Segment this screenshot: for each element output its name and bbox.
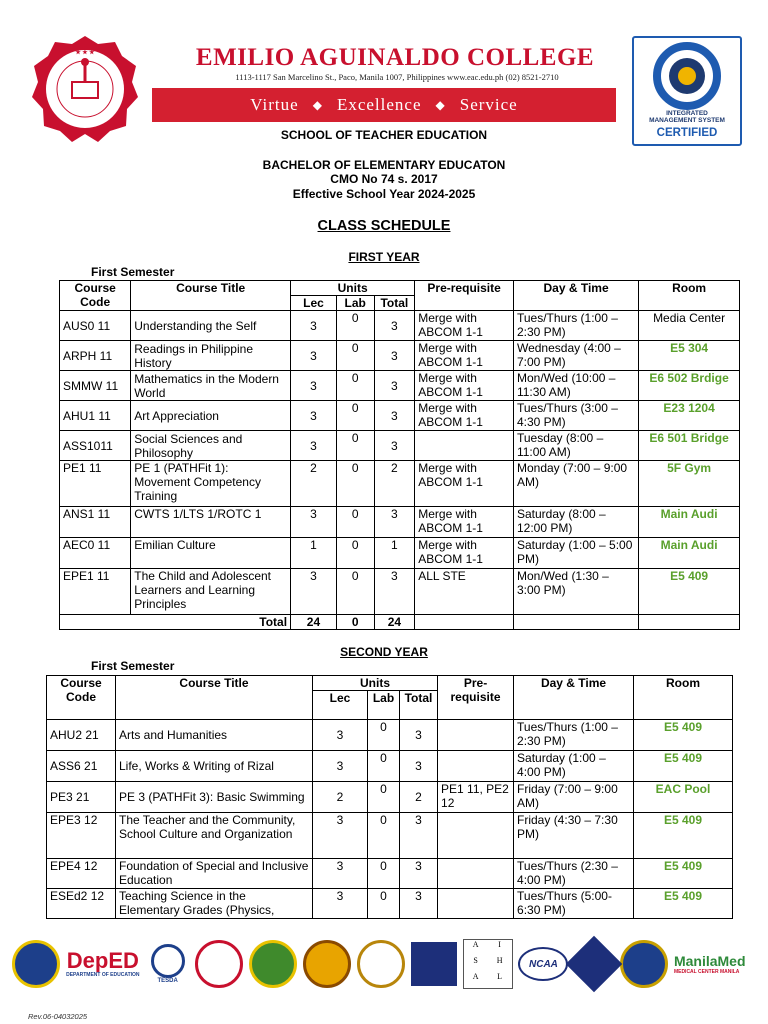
course-code-cell: EPE3 12 (47, 813, 116, 859)
first-year-semester: First Semester (91, 265, 175, 279)
day-time-cell: Tues/Thurs (1:00 – 2:30 PM) (513, 311, 638, 341)
header-total: Total (374, 296, 415, 311)
total-units-cell: 3 (400, 751, 438, 782)
header-course-title: Course Title (131, 281, 291, 311)
diamond-icon: ◆ (435, 97, 446, 112)
deped-seal-icon (12, 940, 60, 988)
prerequisite-cell (438, 859, 514, 889)
tesda-logo-text: TESDA (157, 978, 178, 984)
motto-excellence: Excellence (336, 95, 422, 114)
prerequisite-cell (438, 813, 514, 859)
prerequisite-cell: PE1 11, PE2 12 (438, 782, 514, 813)
manilamed-logo (674, 953, 756, 975)
program-cmo: CMO No 74 s. 2017 (330, 172, 438, 186)
lab-units-cell: 0 (368, 813, 400, 859)
motto-virtue: Virtue (250, 95, 299, 114)
lab-units-cell: 0 (336, 341, 374, 371)
college-address: 1113-1117 San Marcelino St., Paco, Manila 1007, Philippines www.eac.edu.ph (02) 8521-2710 (235, 72, 559, 82)
lec-units-cell: 1 (291, 538, 337, 569)
second-year-semester: First Semester (91, 659, 175, 673)
total-units-cell: 3 (374, 507, 415, 538)
course-title-cell: Emilian Culture (131, 538, 291, 569)
header-units: Units (291, 281, 415, 296)
room-cell: E5 409 (634, 813, 733, 859)
program-effective: Effective School Year 2024-2025 (292, 187, 476, 201)
prerequisite-cell: Merge with ABCOM 1-1 (415, 461, 514, 507)
lec-units-cell: 2 (291, 461, 337, 507)
deped-logo-text: DepED (66, 948, 139, 973)
revision-note: Rev.06-04032025 (28, 1012, 88, 1021)
day-time-cell: Tues/Thurs (5:00-6:30 PM) (514, 889, 634, 919)
second-year-heading: SECOND YEAR (340, 645, 428, 659)
course-title-cell: Foundation of Special and Inclusive Education (116, 859, 313, 889)
header-lec: Lec (313, 691, 368, 720)
table-row (47, 751, 733, 782)
room-cell: 5F Gym (639, 461, 740, 507)
cert-line-2: MANAGEMENT SYSTEM (649, 117, 725, 124)
course-title-cell: Mathematics in the Modern World (131, 371, 291, 401)
course-code-cell: AHU2 21 (47, 720, 116, 751)
day-time-cell: Friday (4:30 – 7:30 PM) (514, 813, 634, 859)
course-code-cell: ESEd2 12 (47, 889, 116, 919)
lec-units-cell: 2 (313, 782, 368, 813)
course-title-cell: Life, Works & Writing of Rizal (116, 751, 313, 782)
total-units-sum-cell: 24 (374, 615, 415, 630)
deped-logo-subtext: DEPARTMENT OF EDUCATION (66, 972, 140, 978)
room-cell: E5 409 (634, 889, 733, 919)
total-units-cell: 2 (374, 461, 415, 507)
table-row (60, 507, 740, 538)
day-time-cell: Monday (7:00 – 9:00 AM) (513, 461, 638, 507)
lab-units-cell: 0 (368, 751, 400, 782)
table-row (47, 813, 733, 859)
header-prerequisite: Pre-requisite (438, 676, 514, 720)
total-units-cell: 3 (400, 889, 438, 919)
course-code-cell: ASS6 21 (47, 751, 116, 782)
lec-units-cell: 3 (291, 371, 337, 401)
table-row (60, 461, 740, 507)
lab-units-cell: 0 (336, 461, 374, 507)
manilamed-logo-text: ManilaMed (673, 953, 746, 969)
cert-line-1: INTEGRATED (666, 110, 708, 117)
table-row (60, 371, 740, 401)
lec-units-cell: 3 (291, 507, 337, 538)
lab-units-cell: 0 (368, 720, 400, 751)
prerequisite-cell (415, 431, 514, 461)
blue-round-seal-icon (620, 940, 668, 988)
red-emblem-icon (195, 940, 243, 988)
total-row (60, 615, 740, 630)
table-row (47, 889, 733, 919)
header-lec: Lec (291, 296, 337, 311)
prerequisite-cell: ALL STE (415, 569, 514, 615)
room-cell: Main Audi (639, 538, 740, 569)
course-code-cell: EPE4 12 (47, 859, 116, 889)
room-cell: Main Audi (639, 507, 740, 538)
prerequisite-cell: Merge with ABCOM 1-1 (415, 341, 514, 371)
cert-badge-label: CERTIFIED (656, 127, 718, 139)
lec-units-cell: 3 (291, 569, 337, 615)
prerequisite-cell (438, 751, 514, 782)
prerequisite-cell: Merge with ABCOM 1-1 (415, 507, 514, 538)
course-title-cell: The Child and Adolescent Learners and Learning Principles (131, 569, 291, 615)
total-lec-cell: 24 (291, 615, 337, 630)
total-units-cell: 3 (374, 401, 415, 431)
lec-units-cell: 3 (313, 813, 368, 859)
header-room: Room (639, 281, 740, 311)
day-time-cell: Saturday (8:00 – 12:00 PM) (513, 507, 638, 538)
course-title-cell: Understanding the Self (131, 311, 291, 341)
lab-units-cell: 0 (336, 371, 374, 401)
gold-seal-icon (303, 940, 351, 988)
total-units-cell: 1 (374, 538, 415, 569)
eagle-seal-icon (357, 940, 405, 988)
asahl-logo: A I S H A L (463, 939, 513, 989)
program-name: BACHELOR OF ELEMENTARY EDUCATON (262, 158, 506, 172)
manilamed-logo-subtext: MEDICAL CENTER MANILA (673, 969, 740, 975)
room-cell: E23 1204 (639, 401, 740, 431)
course-code-cell: AUS0 11 (60, 311, 131, 341)
course-title-cell: Arts and Humanities (116, 720, 313, 751)
ncaa-logo: NCAA (518, 947, 568, 981)
course-code-cell: AHU1 11 (60, 401, 131, 431)
lab-units-cell: 0 (368, 889, 400, 919)
day-time-cell: Mon/Wed (1:30 – 3:00 PM) (513, 569, 638, 615)
lab-units-cell: 0 (368, 859, 400, 889)
course-code-cell: ASS1011 (60, 431, 131, 461)
total-units-cell: 3 (400, 720, 438, 751)
total-label-cell: Total (60, 615, 291, 630)
school-name: SCHOOL OF TEACHER EDUCATION (280, 128, 488, 142)
total-lab-cell: 0 (336, 615, 374, 630)
day-time-cell: Tues/Thurs (3:00 – 4:30 PM) (513, 401, 638, 431)
total-units-cell: 3 (374, 371, 415, 401)
prerequisite-cell: Merge with ABCOM 1-1 (415, 371, 514, 401)
motto-service: Service (459, 95, 518, 114)
blue-shield-icon (411, 942, 457, 986)
course-code-cell: PE3 21 (47, 782, 116, 813)
lec-units-cell: 3 (291, 311, 337, 341)
total-units-cell: 3 (400, 813, 438, 859)
lab-units-cell: 0 (368, 782, 400, 813)
table-row (60, 569, 740, 615)
day-time-cell: Friday (7:00 – 9:00 AM) (514, 782, 634, 813)
motto-bar (152, 88, 616, 122)
lab-units-cell: 0 (336, 401, 374, 431)
course-code-cell: ARPH 11 (60, 341, 131, 371)
lec-units-cell: 3 (291, 431, 337, 461)
header-lab: Lab (336, 296, 374, 311)
prerequisite-cell (438, 720, 514, 751)
tesda-logo (146, 944, 190, 984)
room-cell: EAC Pool (634, 782, 733, 813)
lab-units-cell: 0 (336, 538, 374, 569)
lab-units-cell: 0 (336, 311, 374, 341)
table-row (60, 538, 740, 569)
course-title-cell: CWTS 1/LTS 1/ROTC 1 (131, 507, 291, 538)
table-row (60, 311, 740, 341)
course-code-cell: AEC0 11 (60, 538, 131, 569)
day-time-cell: Wednesday (4:00 – 7:00 PM) (513, 341, 638, 371)
course-title-cell: Art Appreciation (131, 401, 291, 431)
prerequisite-cell: Merge with ABCOM 1-1 (415, 538, 514, 569)
total-units-cell: 3 (374, 431, 415, 461)
table-row (60, 431, 740, 461)
day-time-cell: Mon/Wed (10:00 – 11:30 AM) (513, 371, 638, 401)
course-title-cell: PE 3 (PATHFit 3): Basic Swimming (116, 782, 313, 813)
room-cell: E6 502 Brdige (639, 371, 740, 401)
header-total: Total (400, 691, 438, 720)
course-code-cell: EPE1 11 (60, 569, 131, 615)
course-code-cell: ANS1 11 (60, 507, 131, 538)
first-year-schedule-table (59, 280, 740, 630)
second-year-schedule-table (46, 675, 733, 919)
lec-units-cell: 3 (313, 751, 368, 782)
deped-logo (66, 950, 140, 978)
diamond-icon: ◆ (312, 97, 323, 112)
day-time-cell: Saturday (1:00 – 4:00 PM) (514, 751, 634, 782)
day-time-cell: Tuesday (8:00 – 11:00 AM) (513, 431, 638, 461)
partner-logos-strip (12, 936, 756, 992)
total-units-cell: 3 (374, 569, 415, 615)
empty-cell (415, 615, 514, 630)
table-row (47, 720, 733, 751)
table-row (60, 341, 740, 371)
diamond-logo-icon (566, 936, 623, 993)
table-row (47, 859, 733, 889)
room-cell: E5 304 (639, 341, 740, 371)
page-title: CLASS SCHEDULE (317, 218, 451, 234)
first-year-heading: FIRST YEAR (348, 250, 420, 264)
header-lab: Lab (368, 691, 400, 720)
prerequisite-cell (438, 889, 514, 919)
lec-units-cell: 3 (291, 401, 337, 431)
prerequisite-cell: Merge with ABCOM 1-1 (415, 311, 514, 341)
lec-units-cell: 3 (313, 889, 368, 919)
total-units-cell: 3 (374, 311, 415, 341)
course-title-cell: PE 1 (PATHFit 1): Movement Competency Training (131, 461, 291, 507)
header-room: Room (634, 676, 733, 720)
day-time-cell: Tues/Thurs (2:30 – 4:00 PM) (514, 859, 634, 889)
room-cell: E5 409 (634, 720, 733, 751)
course-title-cell: The Teacher and the Community, School Culture and Organization (116, 813, 313, 859)
header-units: Units (313, 676, 438, 691)
lec-units-cell: 3 (291, 341, 337, 371)
lec-units-cell: 3 (313, 720, 368, 751)
header-course-title: Course Title (116, 676, 313, 720)
header-prerequisite: Pre-requisite (415, 281, 514, 311)
header-day-time: Day & Time (514, 676, 634, 720)
room-cell: E5 409 (639, 569, 740, 615)
header-day-time: Day & Time (513, 281, 638, 311)
total-units-cell: 3 (374, 341, 415, 371)
svg-text:★ ★ ★: ★ ★ ★ (75, 50, 95, 56)
empty-cell (513, 615, 638, 630)
prerequisite-cell: Merge with ABCOM 1-1 (415, 401, 514, 431)
room-cell: E5 409 (634, 859, 733, 889)
day-time-cell: Tues/Thurs (1:00 – 2:30 PM) (514, 720, 634, 751)
table-row (60, 401, 740, 431)
table-row (47, 782, 733, 813)
total-units-cell: 3 (400, 859, 438, 889)
day-time-cell: Saturday (1:00 – 5:00 PM) (513, 538, 638, 569)
lab-units-cell: 0 (336, 569, 374, 615)
total-units-cell: 2 (400, 782, 438, 813)
course-title-cell: Social Sciences and Philosophy (131, 431, 291, 461)
course-title-cell: Teaching Science in the Elementary Grades (Physics, (116, 889, 313, 919)
course-title-cell: Readings in Philippine History (131, 341, 291, 371)
room-cell: Media Center (639, 311, 740, 341)
course-code-cell: PE1 11 (60, 461, 131, 507)
room-cell: E5 409 (634, 751, 733, 782)
college-name: EMILIO AGUINALDO COLLEGE (195, 44, 595, 71)
course-code-cell: SMMW 11 (60, 371, 131, 401)
lab-units-cell: 0 (336, 507, 374, 538)
lab-units-cell: 0 (336, 431, 374, 461)
empty-cell (639, 615, 740, 630)
lec-units-cell: 3 (313, 859, 368, 889)
room-cell: E6 501 Bridge (639, 431, 740, 461)
header-course-code: Course Code (60, 281, 131, 311)
green-seal-icon (249, 940, 297, 988)
header-course-code: Course Code (47, 676, 116, 720)
